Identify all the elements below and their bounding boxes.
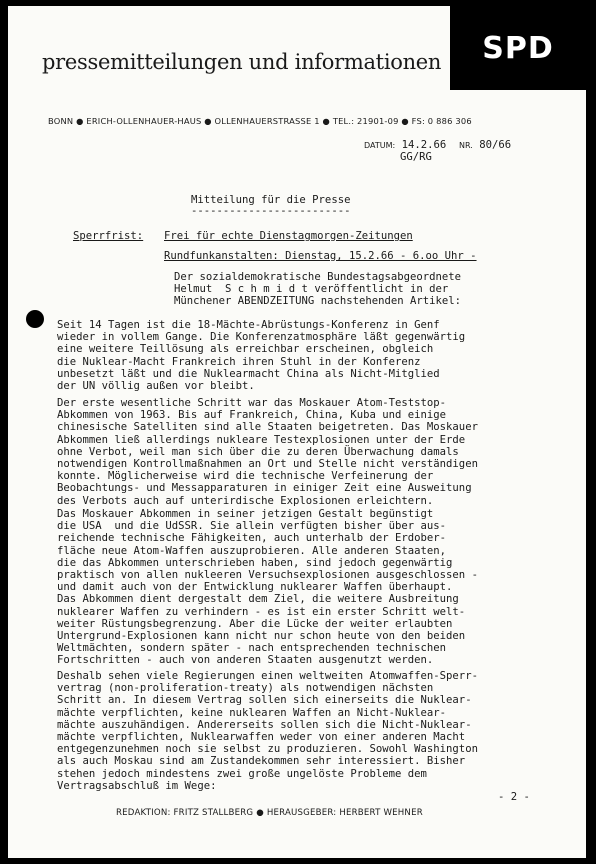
datum-label: DATUM: (364, 141, 396, 150)
text-line: und damit auch von der Entwicklung nuklearer Waffen überhaupt. (57, 581, 453, 594)
header-title: pressemitteilungen und informationen (42, 50, 442, 74)
text-line: vertrag (non-proliferation-treaty) als notwendigen nächsten (57, 682, 434, 695)
text-line: der UN völlig außen vor bleibt. (57, 380, 255, 393)
text-line: Das Moskauer Abkommen in seiner jetzigen Gestalt begünstigt (57, 508, 434, 520)
text-line: mächte verpflichten, Nuklearwaffen weder von einer anderen Macht (57, 731, 466, 744)
text-line: Das Abkommen dient dergestalt dem Ziel, die weitere Ausbreitung (57, 593, 459, 606)
nr-value: 80/66 (479, 139, 512, 151)
text-line: als auch Moskau sind am Zustandekommen sehr interessiert. Bisher (57, 755, 466, 768)
text-line: unbesetzt läßt und die Nuklearmacht China als Nicht-Mitglied (57, 367, 440, 380)
initials: GG/RG (400, 151, 432, 163)
text-line: reichende technische Fähigkeiten, auch unterhalb der Erdober- (57, 532, 447, 545)
intro-line: Der sozialdemokratische Bundestagsabgeordnete (174, 271, 462, 283)
datum-value: 14.2.66 (401, 139, 447, 151)
text-line: wieder in vollem Gange. Die Konferenzatmosphäre läßt gegenwärtig (57, 331, 466, 344)
press-release-page (8, 6, 586, 858)
text-line: die USA und die UdSSR. Sie allein verfügten bisher über aus- (57, 520, 447, 533)
sperrfrist-line-1: Frei für echte Dienstagmorgen-Zeitungen (164, 230, 413, 242)
text-line: notwendigen Kontrollmaßnahmen an Ort und Stelle nicht verständigen (57, 458, 478, 471)
paragraph-2 (57, 397, 478, 507)
sperrfrist-label: Sperrfrist: (73, 230, 144, 242)
text-line: weiter Rüstungsbegrenzung. Aber die Lücke der weiter erlaubten (57, 617, 453, 630)
text-line: chinesische Satelliten sind alle Staaten beigetreten. Das Moskauer (57, 421, 478, 434)
spd-logo: SPD (450, 6, 586, 90)
text-line: Schritt an. In diesem Vertrag sollen sich einerseits die Nuklear- (57, 694, 472, 707)
text-line: eine weitere Teillösung als erreichbar erscheinen, obgleich (57, 343, 434, 356)
text-line: Weltmächten, sondern später - nach entsprechenden technischen (57, 642, 447, 655)
paragraph-3 (57, 508, 478, 667)
text-line: Der erste wesentliche Schritt war das Moskauer Atom-Teststop- (57, 397, 447, 409)
sperrfrist-line-2: Rundfunkanstalten: Dienstag, 15.2.66 - 6.oo Uhr - (164, 250, 477, 262)
text-line: Seit 14 Tagen ist die 18-Mächte-Abrüstungs-Konferenz in Genf (57, 319, 440, 331)
paragraph-1 (57, 319, 465, 392)
punch-hole-mark (26, 310, 44, 328)
text-line: Abkommen von 1963. Bis auf Frankreich, China, Kuba und einige (57, 409, 447, 422)
page-marker: - 2 - (498, 791, 530, 803)
date-block (364, 139, 511, 152)
nr-label: NR. (459, 141, 473, 150)
text-line: praktisch von allen nukleeren Versuchsexplosionen ausgeschlossen - (57, 569, 478, 582)
text-line: Fortschritten - auch von anderen Staaten ausgenutzt werden. (57, 654, 434, 667)
text-line: stehen jedoch mindestens zwei große ungelöste Probleme dem (57, 767, 427, 780)
intro-line: Münchener ABENDZEITUNG nachstehenden Artikel: (174, 295, 462, 308)
text-line: mächte auszuhändigen. Andererseits sollen sich die Nicht-Nuklear- (57, 718, 472, 731)
notice-title: Mitteilung für die Presse (191, 194, 351, 206)
text-line: Abkommen ließ allerdings nukleare Testexplosionen unter der Erde (57, 433, 466, 446)
text-line: Vertragsabschluß im Wege: (57, 779, 217, 792)
text-line: mächte verpflichten, keine nuklearen Waffen an Nicht-Nuklear- (57, 706, 447, 719)
intro-block (174, 271, 461, 308)
text-line: konnte. Möglicherweise wird die technische Verfeinerung der (57, 470, 434, 483)
text-line: fläche neue Atom-Waffen auszuprobieren. Alle anderen Staaten, (57, 544, 447, 557)
text-line: nuklearer Waffen zu verhindern - es ist ein erster Schritt welt- (57, 605, 466, 618)
text-line: ohne Verbot, weil man sich über die zu deren Überwachung damals (57, 445, 459, 458)
notice-title-rule: ------------------------- (191, 205, 351, 217)
paragraph-4 (57, 670, 478, 792)
address-line: BONN ● ERICH-OLLENHAUER-HAUS ● OLLENHAUERSTRASSE 1 ● TEL.: 21901-09 ● FS: 0 886 306 (48, 116, 472, 126)
text-line: die das Abkommen unterschrieben haben, sind jedoch gegenwärtig (57, 556, 453, 569)
text-line: entgegenzunehmen noch sie selbst zu produzieren. Sowohl Washington (57, 743, 478, 756)
text-line: des Verbots auch auf unterirdische Explosionen erleichtern. (57, 494, 434, 507)
footer-line: REDAKTION: FRITZ STALLBERG ● HERAUSGEBER: HERBERT WEHNER (116, 808, 423, 818)
intro-line: Helmut S c h m i d t veröffentlicht in der (174, 283, 449, 296)
text-line: Deshalb sehen viele Regierungen einen weltweiten Atomwaffen-Sperr- (57, 670, 478, 682)
text-line: Untergrund-Explosionen kann nicht nur schon heute von den beiden (57, 630, 466, 643)
text-line: Beobachtungs- und Messapparaturen in einiger Zeit eine Ausweitung (57, 482, 472, 495)
text-line: die Nuklear-Macht Frankreich ihren Stuhl in der Konferenz (57, 355, 421, 368)
